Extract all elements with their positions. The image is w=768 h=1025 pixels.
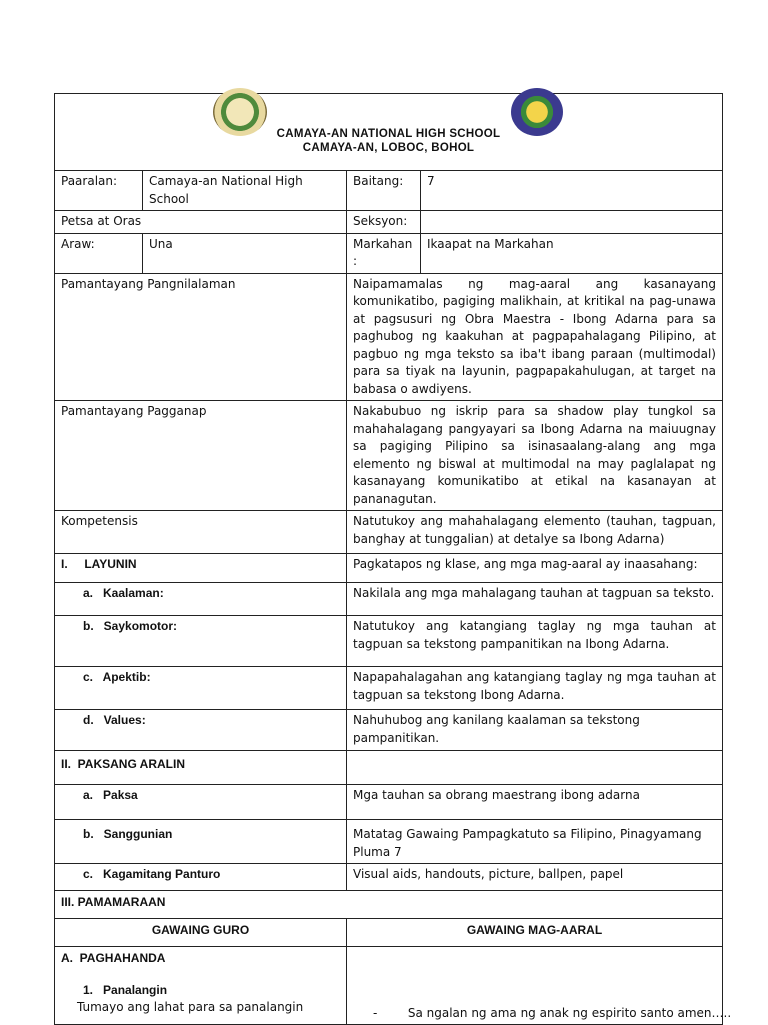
sanggunian-text: Matatag Gawaing Pampagkatuto sa Filipino, Pinagyamang Pluma 7 xyxy=(347,820,723,864)
lesson-plan-document xyxy=(54,93,732,1025)
gawaing-guro-header: GAWAING GURO xyxy=(55,919,347,947)
kaalaman-label: a. Kaalaman: xyxy=(55,583,347,616)
school-address: CAMAYA-AN, LOBOC, BOHOL xyxy=(302,142,475,154)
paghahanda-cell xyxy=(55,947,347,1025)
paaralan-label: Paaralan: xyxy=(55,171,143,211)
paksang-aralin-title: II. PAKSANG ARALIN xyxy=(55,751,347,785)
araw-value: Una xyxy=(143,233,347,273)
pamamaraan-title: III. PAMAMARAAN xyxy=(55,891,723,919)
petsa-label: Petsa at Oras xyxy=(55,211,347,234)
paksang-aralin-empty xyxy=(347,751,723,785)
magaaral-response-cell xyxy=(347,947,732,1025)
seksyon-value xyxy=(421,211,723,234)
paghahanda-title: A. PAGHAHANDA xyxy=(61,951,166,965)
school-header xyxy=(55,94,723,171)
magaaral-panalangin-line: - Sa ngalan ng ama ng anak ng espirito santo amen….. xyxy=(373,1005,732,1020)
pagganap-label: Pamantayang Pagganap xyxy=(55,401,347,511)
lesson-plan-table xyxy=(54,93,732,1025)
paaralan-value: Camaya-an National High School xyxy=(143,171,347,211)
saykomotor-label: b. Saykomotor: xyxy=(55,616,347,667)
saykomotor-text: Natutukoy ang katangiang taglay ng mga tauhan at tagpuan sa tekstong pampanitikan na Ibong Adarna. xyxy=(347,616,723,667)
paksa-label: a. Paksa xyxy=(55,785,347,820)
kaalaman-text: Nakilala ang mga mahalagang tauhan at tagpuan sa teksto. xyxy=(347,583,723,616)
kagamitan-text: Visual aids, handouts, picture, ballpen, papel xyxy=(347,864,723,891)
apektib-text: Napapahalagahan ang katangiang taglay ng mga tauhan at tagpuan sa tekstong Ibong Adarna. xyxy=(347,667,723,710)
markahan-label: Markahan : xyxy=(347,233,421,273)
seksyon-label: Seksyon: xyxy=(347,211,421,234)
guro-panalangin-line: Tumayo ang lahat para sa panalangin xyxy=(77,1000,304,1014)
panalangin-title: 1. Panalangin xyxy=(83,982,168,997)
values-label: d. Values: xyxy=(55,710,347,751)
values-text: Nahuhubog ang kanilang kaalaman sa tekstong pampanitikan. xyxy=(347,710,723,751)
school-name: CAMAYA-AN NATIONAL HIGH SCHOOL xyxy=(276,128,501,140)
baitang-value: 7 xyxy=(421,171,723,211)
apektib-label: c. Apektib: xyxy=(55,667,347,710)
layunin-intro: Pagkatapos ng klase, ang mga mag-aaral ay inaasahang: xyxy=(347,554,723,583)
paksa-text: Mga tauhan sa obrang maestrang ibong adarna xyxy=(347,785,723,820)
kagamitan-label: c. Kagamitang Panturo xyxy=(55,864,347,891)
kompetensis-text: Natutukoy ang mahahalagang elemento (tauhan, tagpuan, banghay at tunggalian) at detalye sa Ibong Adarna) xyxy=(347,511,723,554)
markahan-value: Ikaapat na Markahan xyxy=(421,233,723,273)
pangnilalaman-text: Naipamamalas ng mag-aaral ang kasanayang komunikatibo, pagiging malikhain, at kritikal na pag-unawa at pagsusuri ng Obra Maestra - Ibong Adarna para sa paghubog ng kaakuhan at pagpapahalagang Pilipino, at pagbuo ng mga teksto sa iba't ibang paraan (multimodal) para sa tiyak na layunin, pagpapakahulugan, at target na babasa o awdiyens. xyxy=(347,273,723,401)
pangnilalaman-label: Pamantayang Pangnilalaman xyxy=(55,273,347,401)
layunin-title: I. LAYUNIN xyxy=(55,554,347,583)
pagganap-text: Nakabubuo ng iskrip para sa shadow play tungkol sa mahahalagang pangyayari sa Ibong Adarna na maiuugnay sa pagiging Pilipino sa isinasaalang-alang ang mga elemento ng biswal at multimodal na may paglalapat ng kasanayang komunikatibo at etikal na kasanayan at pananagutan. xyxy=(347,401,723,511)
baitang-label: Baitang: xyxy=(347,171,421,211)
kompetensis-label: Kompetensis xyxy=(55,511,347,554)
gawaing-magaaral-header: GAWAING MAG-AARAL xyxy=(347,919,723,947)
araw-label: Araw: xyxy=(55,233,143,273)
sanggunian-label: b. Sanggunian xyxy=(55,820,347,864)
